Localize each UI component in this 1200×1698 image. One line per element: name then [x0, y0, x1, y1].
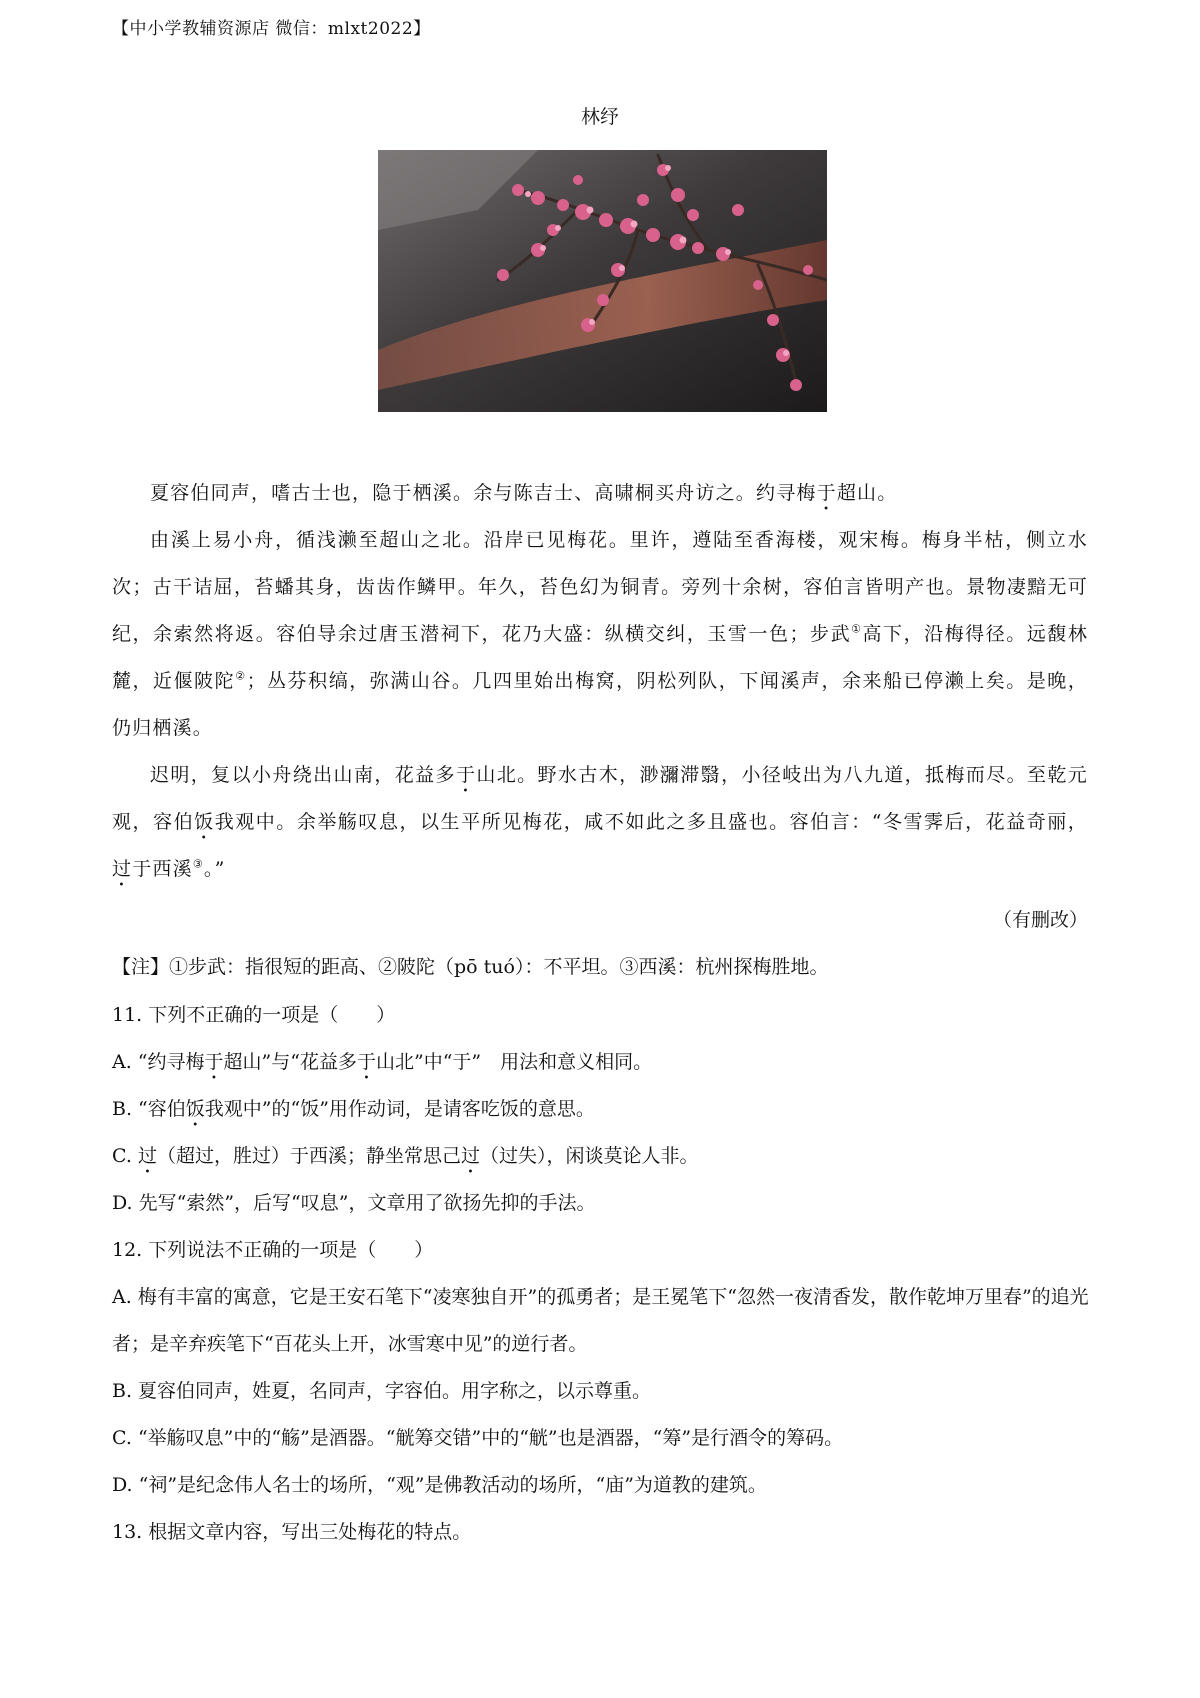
page-header: 【中小学教辅资源店 微信：mlxt2022】: [112, 19, 431, 39]
question-12: [112, 1227, 1102, 1509]
plum-blossom-photo: [378, 150, 827, 412]
emphasis-yu: 于: [816, 482, 837, 504]
question-12-option-b: B. 夏容伯同声，姓夏，名同声，字容伯。用字称之，以示尊重。: [112, 1380, 652, 1402]
source-note: （有删改）: [992, 909, 1088, 931]
footnote-marker-1: ①: [851, 622, 863, 636]
emphasis-fan: 饭: [194, 811, 215, 833]
question-12-stem: 12. 下列说法不正确的一项是（ ）: [112, 1239, 434, 1261]
question-11: [112, 992, 1102, 1227]
question-13-stem: 13. 根据文章内容，写出三处梅花的特点。: [112, 1521, 472, 1543]
question-11-stem: 11. 下列不正确的一项是（ ）: [112, 1004, 396, 1026]
question-12-option-c: C. “举觞叹息”中的“觞”是酒器。“觥筹交错”中的“觥”也是酒器，“筹”是行酒令的筹码。: [112, 1427, 844, 1449]
question-13: [112, 1509, 1102, 1556]
passage-paragraph-2: 由溪上易小舟，循浅濑至超山之北。沿岸已见梅花。里许，遵陆至香海楼，观宋梅。梅身半枯，侧立水次；古干诘屈，苔蟠其身，齿齿作鳞甲。年久，苔色幻为铜青。旁列十余树，容伯言皆明产也。景物凄黯无可纪，余索然将返。容伯导余过唐玉潜祠下，花乃大盛：纵横交纠，玉雪一色；步武①高下，沿梅得径。远馥林麓，近偃陂陀②；丛芬积缟，弥满山谷。几四里始出梅窝，阴松列队，下闻溪声，余来船已停濑上矣。是晚，仍归栖溪。: [112, 529, 1089, 739]
question-12-option-a: A. 梅有丰富的寓意，它是王安石笔下“凌寒独自开”的孤勇者；是王冕笔下“忽然一夜清香发，散作乾坤万里春”的追光者；是辛弃疾笔下“百花头上开，冰雪寒中见”的逆行者。: [112, 1286, 1089, 1355]
emphasis-guo: 过: [112, 858, 133, 880]
author-name: 林纾: [580, 106, 619, 128]
passage-paragraph-1: 夏容伯同声，嗜古士也，隐于栖溪。余与陈吉士、高啸桐买舟访之。约寻梅于超山。: [150, 482, 898, 504]
question-11-option-b: B. “容伯饭我观中”的“饭”用作动词，是请客吃饭的意思。: [112, 1098, 595, 1120]
annotation-note: 【注】①步武：指很短的距高、②陂陀（pō tuó）：不平坦。③西溪：杭州探梅胜地。: [112, 956, 829, 978]
question-11-option-a: A. “约寻梅于超山”与“花益多于山北”中“于” 用法和意义相同。: [112, 1051, 653, 1073]
question-11-option-c: C. 过（超过，胜过）于西溪；静坐常思己过（过失），闲谈莫论人非。: [112, 1145, 699, 1167]
question-12-option-d: D. “祠”是纪念伟人名士的场所，“观”是佛教活动的场所，“庙”为道教的建筑。: [112, 1474, 767, 1496]
classical-passage: [112, 470, 1088, 893]
footnote-marker-3: ③: [192, 857, 204, 871]
question-11-option-d: D. 先写“索然”，后写“叹息”，文章用了欲扬先抑的手法。: [112, 1192, 596, 1214]
emphasis-yu-2: 于: [455, 764, 477, 786]
footnote-marker-2: ②: [235, 669, 247, 683]
passage-paragraph-3: 迟明，复以小舟绕出山南，花益多于山北。野水古木，渺瀰滞翳，小径岐出为八九道，抵梅而尽。至乾元观，容伯饭我观中。余举觞叹息，以生平所见梅花，咸不如此之多且盛也。容伯言：“冬雪霁后，花益奇丽，过于西溪③。”: [112, 764, 1088, 880]
